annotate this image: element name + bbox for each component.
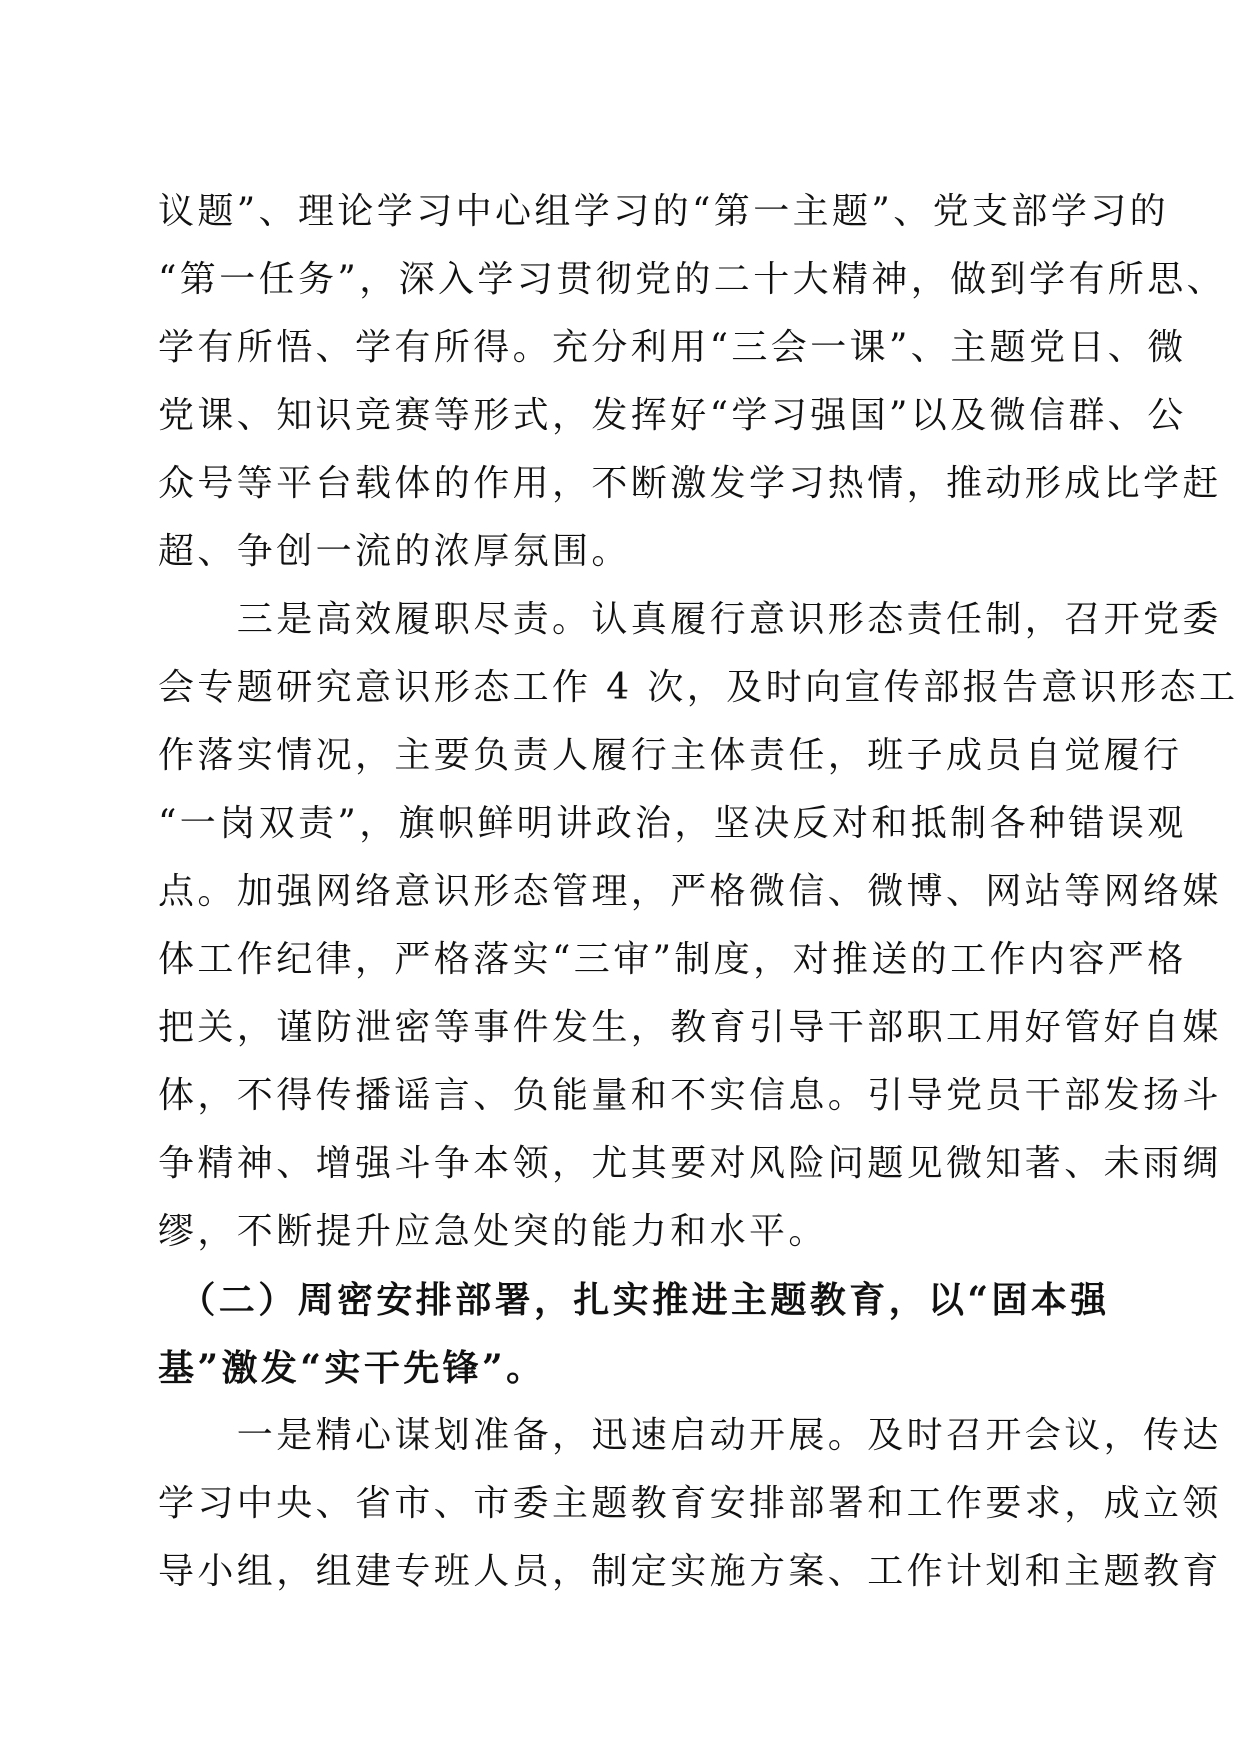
text-line: 议题”、理论学习中心组学习的“第一主题”、党支部学习的 bbox=[158, 191, 1170, 232]
document-body bbox=[158, 178, 1239, 1606]
text-line: 缪，不断提升应急处突的能力和水平。 bbox=[158, 1211, 828, 1252]
text-line: “第一任务”，深入学习贯彻党的二十大精神，做到学有所思、 bbox=[158, 259, 1227, 300]
text-line: 点。加强网络意识形态管理，严格微信、微博、网站等网络媒 bbox=[158, 871, 1222, 912]
text-line: 超、争创一流的浓厚氛围。 bbox=[158, 531, 631, 572]
text-line: 体，不得传播谣言、负能量和不实信息。引导党员干部发扬斗 bbox=[158, 1075, 1222, 1116]
text-line: “一岗双责”，旗帜鲜明讲政治，坚决反对和抵制各种错误观 bbox=[158, 803, 1187, 844]
text-line: 作落实情况，主要负责人履行主体责任，班子成员自觉履行 bbox=[158, 735, 1183, 776]
section-heading-line: 基”激发“实干先锋”。 bbox=[158, 1347, 546, 1389]
text-line: 把关，谨防泄密等事件发生，教育引导干部职工用好管好自媒 bbox=[158, 1007, 1222, 1048]
paragraph-start-line: 三是高效履职尽责。认真履行意识形态责任制，召开党委 bbox=[158, 599, 1222, 640]
text-line: 党课、知识竞赛等形式，发挥好“学习强国”以及微信群、公 bbox=[158, 395, 1187, 436]
text-line: 导小组，组建专班人员，制定实施方案、工作计划和主题教育 bbox=[158, 1551, 1222, 1592]
text-line: 会专题研究意识形态工作 4 次，及时向宣传部报告意识形态工 bbox=[158, 667, 1239, 708]
text-line: 争精神、增强斗争本领，尤其要对风险问题见微知著、未雨绸 bbox=[158, 1143, 1222, 1184]
text-line: 众号等平台载体的作用，不断激发学习热情，推动形成比学赶 bbox=[158, 463, 1222, 504]
text-line: 体工作纪律，严格落实“三审”制度，对推送的工作内容严格 bbox=[158, 939, 1187, 980]
text-line: 学有所悟、学有所得。充分利用“三会一课”、主题党日、微 bbox=[158, 327, 1187, 368]
paragraph-start-line: 一是精心谋划准备，迅速启动开展。及时召开会议，传达 bbox=[158, 1415, 1222, 1456]
section-heading-line: （二）周密安排部署，扎实推进主题教育，以“固本强 bbox=[158, 1279, 1110, 1321]
text-line: 学习中央、省市、市委主题教育安排部署和工作要求，成立领 bbox=[158, 1483, 1222, 1524]
